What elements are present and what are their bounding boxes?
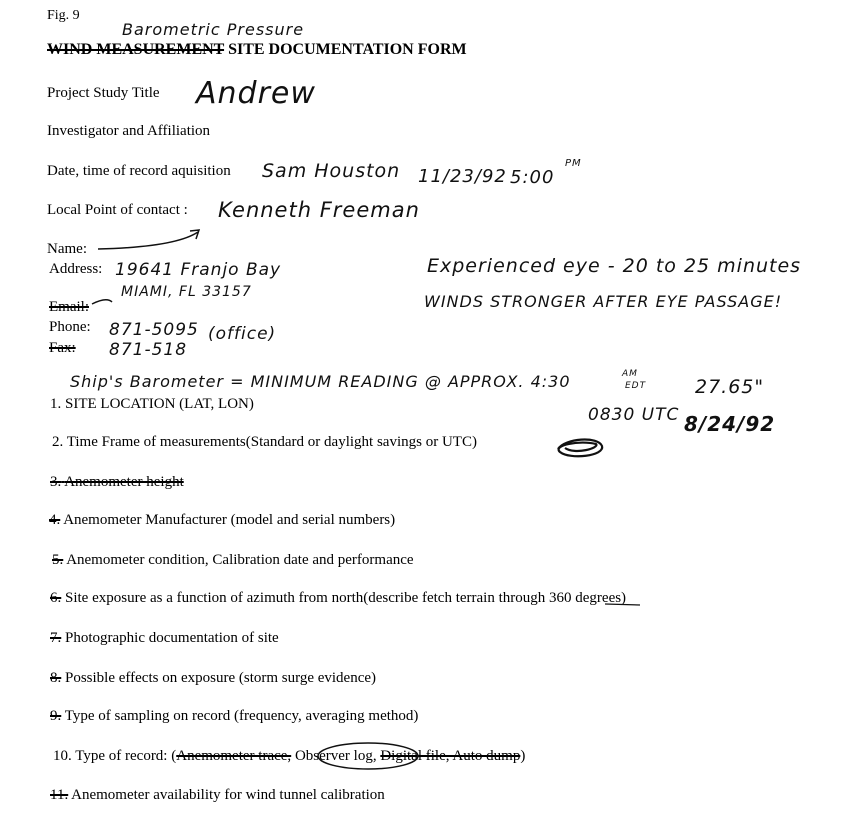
item-text: Anemometer availability for wind tunnel calibration xyxy=(71,787,385,803)
item-text: Site exposure as a function of azimuth from north(describe fetch terrain through 360 degrees) xyxy=(65,590,627,606)
title-main-text: SITE DOCUMENTATION FORM xyxy=(224,41,467,58)
item-10 xyxy=(53,748,525,765)
item-number: 4. xyxy=(49,512,61,528)
project-label: Project Study Title xyxy=(47,85,160,101)
item-9 xyxy=(50,708,418,725)
record-type-kept: Observer log, xyxy=(294,748,377,764)
item-number: 3. xyxy=(50,474,62,490)
project-value: Andrew xyxy=(196,76,316,111)
fax-label: Fax: xyxy=(49,340,76,356)
item-number: 8. xyxy=(50,670,62,686)
item-4 xyxy=(49,512,395,529)
item-text: Photographic documentation of site xyxy=(65,630,279,646)
date-pm-value: PM xyxy=(565,158,582,169)
date-time-value: 5:00 xyxy=(510,167,555,188)
address-line1-value: 19641 Franjo Bay xyxy=(115,260,282,280)
date-place-value: Sam Houston xyxy=(262,160,401,182)
item-1 xyxy=(50,396,254,413)
item-11 xyxy=(50,787,385,804)
scribble-mark xyxy=(558,440,602,457)
email-label: Email: xyxy=(49,299,89,315)
item-number: 9. xyxy=(50,708,62,724)
item-text: Possible effects on exposure (storm surge evidence) xyxy=(65,670,377,686)
item-5 xyxy=(52,552,414,569)
investigator-label: Investigator and Affiliation xyxy=(47,123,211,139)
figure-label: Fig. 9 xyxy=(47,8,80,23)
item-number: 11. xyxy=(50,787,69,803)
item-text: Anemometer height xyxy=(64,474,184,490)
record-type-struck-b: Digital file, Auto dump xyxy=(380,748,521,764)
item-number: 5. xyxy=(52,552,64,568)
item-number: 7. xyxy=(50,630,62,646)
item-2 xyxy=(52,434,477,451)
contact-value: Kenneth Freeman xyxy=(218,198,420,222)
item-number: 1. xyxy=(50,396,62,412)
phone-value: 871-5095 xyxy=(109,320,199,340)
note-am: AM xyxy=(622,369,638,379)
contact-arrowhead xyxy=(190,230,199,239)
item-number: 2. xyxy=(52,434,64,450)
phone-label: Phone: xyxy=(49,319,91,335)
item-text: SITE LOCATION (LAT, LON) xyxy=(65,396,254,412)
address-line2-value: MIAMI, FL 33157 xyxy=(121,284,252,300)
record-type-close: ) xyxy=(520,748,526,764)
title-handwritten-correction: Barometric Pressure xyxy=(122,20,305,39)
note-barometer: Ship's Barometer = MINIMUM READING @ APPROX. 4:30 xyxy=(70,372,571,391)
contact-label: Local Point of contact : xyxy=(47,202,188,218)
record-type-struck-a: Anemometer trace, xyxy=(176,748,292,764)
item-text: Type of sampling on record (frequency, averaging method) xyxy=(64,708,419,724)
phone-note: (office) xyxy=(208,324,277,344)
note-experienced-eye: Experienced eye - 20 to 25 minutes xyxy=(427,255,802,277)
item-7 xyxy=(50,630,279,647)
item-3 xyxy=(50,474,184,491)
item-text: Anemometer Manufacturer (model and serial numbers) xyxy=(63,512,396,528)
contact-arrow xyxy=(98,232,198,249)
form-title xyxy=(47,41,467,59)
name-label: Name: xyxy=(47,241,87,257)
note-winds-stronger: WINDS STRONGER AFTER EYE PASSAGE! xyxy=(424,292,783,311)
email-hook-stroke xyxy=(92,300,112,304)
address-label: Address: xyxy=(49,261,103,277)
item-6 xyxy=(50,590,626,607)
fax-value: 871-518 xyxy=(109,340,188,360)
date-date-value: 11/23/92 xyxy=(418,166,507,187)
item-number: 6. xyxy=(50,590,62,606)
date-label: Date, time of record aquisition xyxy=(47,163,231,179)
note-date: 8/24/92 xyxy=(684,412,776,436)
note-utc: 0830 UTC xyxy=(588,405,680,425)
note-pressure: 27.65" xyxy=(695,376,765,398)
title-struck-text: WIND MEASUREMENT xyxy=(47,41,225,58)
item-text: Type of record: ( xyxy=(75,748,177,764)
item-text: Time Frame of measurements(Standard or daylight savings or UTC) xyxy=(66,434,477,450)
item-number: 10. xyxy=(53,748,72,764)
item-text: Anemometer condition, Calibration date and performance xyxy=(66,552,414,568)
note-edt: EDT xyxy=(625,381,647,391)
item-8 xyxy=(50,670,376,687)
